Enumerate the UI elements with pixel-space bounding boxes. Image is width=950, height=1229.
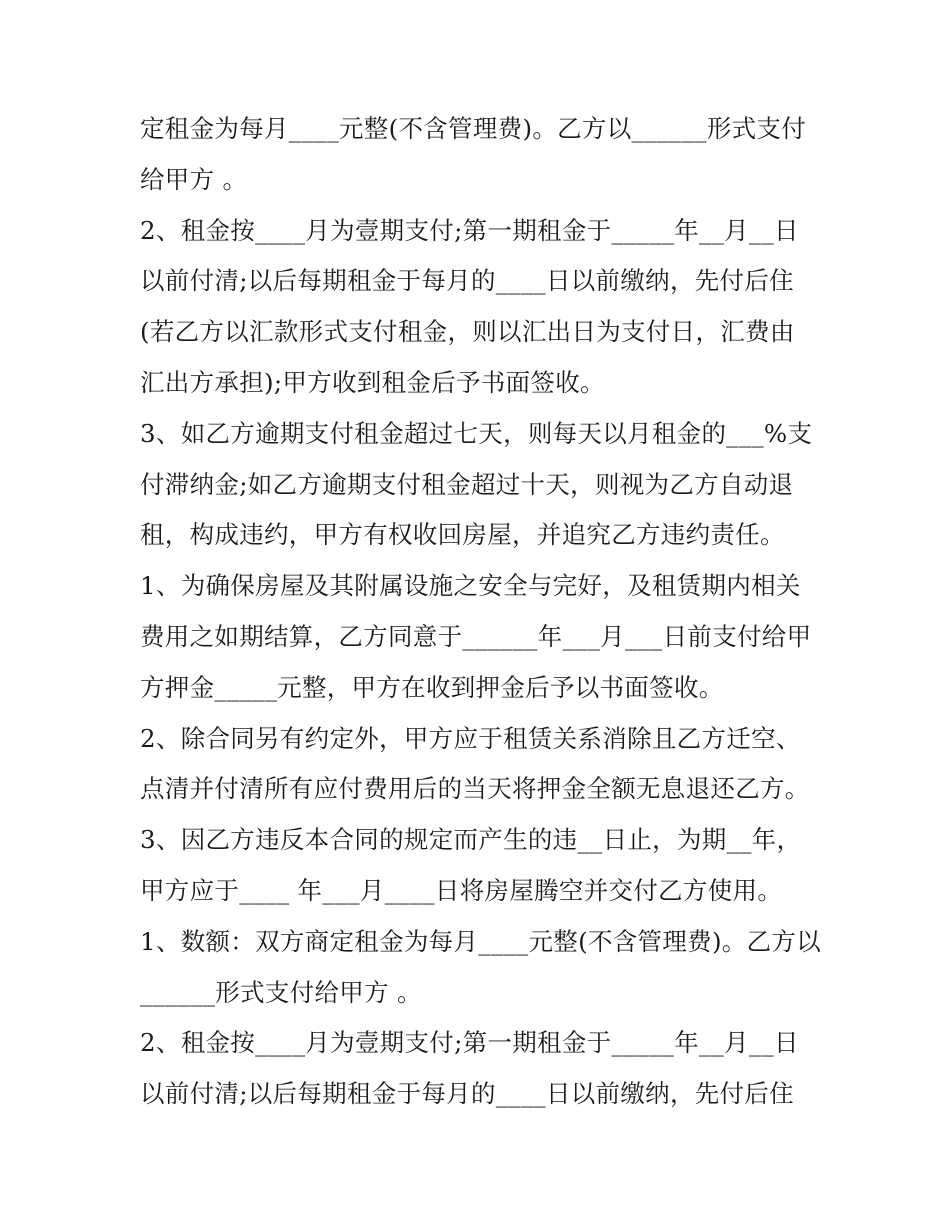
text-line: 1、为确保房屋及其附属设施之安全与完好，及租赁期内相关 <box>140 571 801 601</box>
document-body <box>140 104 830 1120</box>
text-line: 以前付清;以后每期租金于每月的____日以前缴纳，先付后住 <box>140 266 794 296</box>
text-line: 2、租金按____月为壹期支付;第一期租金于_____年__月__日 <box>140 215 799 245</box>
text-line: ______形式支付给甲方 。 <box>140 977 422 1007</box>
text-line: 方押金_____元整，甲方在收到押金后予以书面签收。 <box>140 672 724 702</box>
text-line: 租，构成违约，甲方有权收回房屋，并追究乙方违约责任。 <box>140 520 785 550</box>
text-line: (若乙方以汇款形式支付租金，则以汇出日为支付日，汇费由 <box>140 317 795 347</box>
text-line: 甲方应于____ 年___月____日将房屋腾空并交付乙方使用。 <box>140 875 783 905</box>
text-line: 2、除合同另有约定外，甲方应于租赁关系消除且乙方迁空、 <box>140 723 801 753</box>
text-line: 付滞纳金;如乙方逾期支付租金超过十天，则视为乙方自动退 <box>140 469 794 499</box>
text-line: 费用之如期结算，乙方同意于______年___月___日前支付给甲 <box>140 621 812 651</box>
text-line: 2、租金按____月为壹期支付;第一期租金于_____年__月__日 <box>140 1028 799 1058</box>
text-line: 3、因乙方违反本合同的规定而产生的违__日止，为期__年， <box>140 825 802 855</box>
text-line: 以前付清;以后每期租金于每月的____日以前缴纳，先付后住 <box>140 1079 794 1109</box>
text-line: 给甲方 。 <box>140 164 248 194</box>
text-line: 1、数额：双方商定租金为每月____元整(不含管理费)。乙方以 <box>140 926 822 956</box>
text-line: 3、如乙方逾期支付租金超过七天，则每天以月租金的___%支 <box>140 418 813 448</box>
text-line: 点清并付清所有应付费用后的当天将押金全额无息退还乙方。 <box>140 774 810 804</box>
text-line: 定租金为每月____元整(不含管理费)。乙方以______形式支付 <box>140 114 807 143</box>
text-line: 汇出方承担);甲方收到租金后予书面签收。 <box>140 367 605 397</box>
